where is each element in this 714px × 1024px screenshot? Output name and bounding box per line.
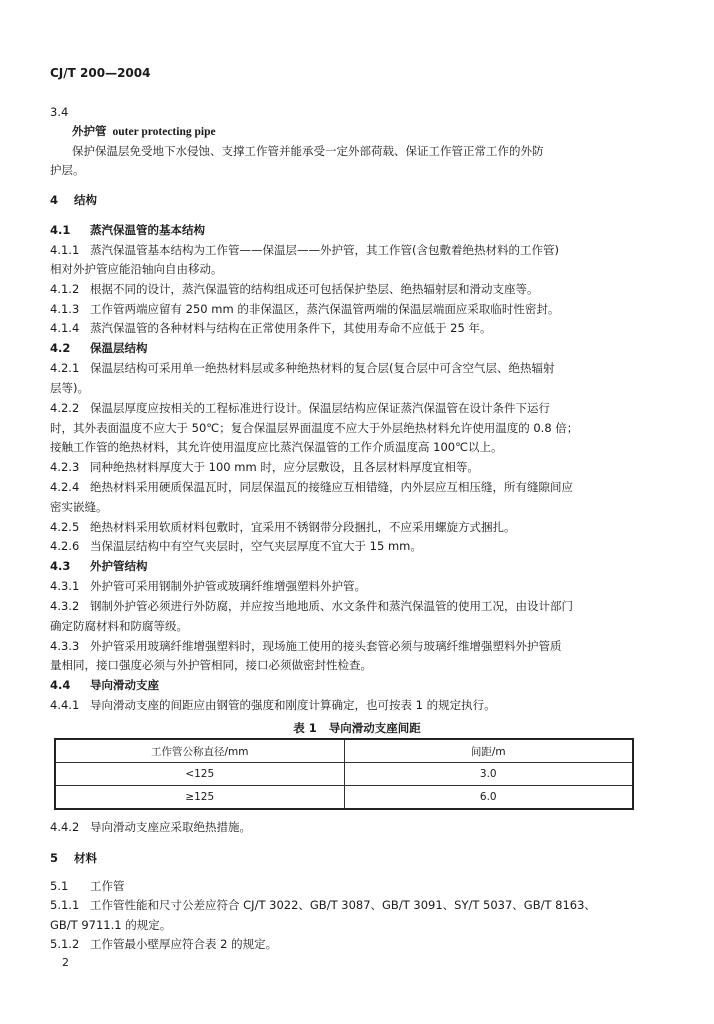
term-outer-protecting-pipe: 外护管 outer protecting pipe <box>72 124 216 138</box>
clause-4-1-1: 4.1.1 蒸汽保温管基本结构为工作管——保温层——外护管，其工作管(含包敷着绝热材料的工作管) <box>50 243 559 257</box>
clause-4-3-2: 4.3.2 钢制外护管必须进行外防腐，并应按当地地质、水文条件和蒸汽保温管的使用工况，由设计部门 <box>50 599 573 613</box>
table-header-row <box>55 739 633 763</box>
table-caption <box>0 720 714 736</box>
table-caption-label: 表 1 <box>293 721 317 735</box>
clause-continuation: 量相同，接口强度必须与外护管相同，接口必须做密封性检查。 <box>50 658 372 672</box>
table-caption-title: 导向滑动支座间距 <box>328 721 421 735</box>
term-definition-line: 保护保温层免受地下水侵蚀、支撑工作管并能承受一定外部荷载、保证工作管正常工作的外防 <box>72 144 544 158</box>
table-header-spacing: 间距/m <box>344 739 633 763</box>
clause-5-1-1: 5.1.1 工作管性能和尺寸公差应符合 CJ/T 3022、GB/T 3087、GB/T 3091、SY/T 5037、GB/T 8163、 <box>50 898 596 912</box>
table-cell: 6.0 <box>344 786 633 810</box>
clause-4-2-6: 4.2.6 当保温层结构中有空气夹层时，空气夹层厚度不宜大于 15 mm。 <box>50 539 422 553</box>
section-heading-4: 4 结构 <box>50 193 97 207</box>
clause-4-2-4: 4.2.4 绝热材料采用硬质保温瓦时，同层保温瓦的接缝应互相错缝，内外层应互相压缝，所有缝隙间应 <box>50 480 573 494</box>
clause-4-4-2: 4.4.2 导向滑动支座应采取绝热措施。 <box>50 820 251 834</box>
clause-continuation: 相对外护管应能沿轴向自由移动。 <box>50 262 223 276</box>
term-definition-line: 护层。 <box>50 163 85 177</box>
subsection-heading-4-1: 4.1 蒸汽保温管的基本结构 <box>50 223 205 237</box>
clause-continuation: 层等)。 <box>50 381 89 395</box>
clause-4-2-5: 4.2.5 绝热材料采用软质材料包敷时，宜采用不锈钢带分段捆扎，不应采用螺旋方式捆扎。 <box>50 520 516 534</box>
clause-4-3-1: 4.3.1 外护管可采用钢制外护管或玻璃纤维增强塑料外护管。 <box>50 579 366 593</box>
table-cell: <125 <box>55 763 344 786</box>
clause-4-1-4: 4.1.4 蒸汽保温管的各种材料与结构在正常使用条件下，其使用寿命不应低于 25 年。 <box>50 321 492 335</box>
clause-4-1-2: 4.1.2 根据不同的设计，蒸汽保温管的结构组成还可包括保护垫层、绝热辐射层和滑动支座等。 <box>50 282 539 296</box>
clause-5-1-2: 5.1.2 工作管最小壁厚应符合表 2 的规定。 <box>50 937 278 951</box>
clause-4-3-3: 4.3.3 外护管采用玻璃纤维增强塑料时，现场施工使用的接头套管必须与玻璃纤维增强塑料外护管质 <box>50 639 562 653</box>
standard-code: CJ/T 200—2004 <box>50 66 151 80</box>
clause-continuation: 密实嵌缝。 <box>50 500 108 514</box>
clause-continuation: GB/T 9711.1 的规定。 <box>50 918 172 932</box>
clause-number-3-4: 3.4 <box>50 105 69 119</box>
clause-continuation: 接触工作管的绝热材料，其允许使用温度应比蒸汽保温管的工作介质温度高 100℃以上。 <box>50 440 503 454</box>
subsection-heading-4-4: 4.4 导向滑动支座 <box>50 678 159 692</box>
clause-4-1-3: 4.1.3 工作管两端应留有 250 mm 的非保温区，蒸汽保温管两端的保温层端面应采取临时性密封。 <box>50 302 560 316</box>
table-header-diameter: 工作管公称直径/mm <box>55 739 344 763</box>
guide-support-spacing-table <box>54 738 634 810</box>
subsection-heading-4-3: 4.3 外护管结构 <box>50 559 148 573</box>
subsection-heading-4-2: 4.2 保温层结构 <box>50 341 148 355</box>
table-cell: 3.0 <box>344 763 633 786</box>
clause-4-2-3: 4.2.3 同种绝热材料厚度大于 100 mm 时，应分层敷设，且各层材料厚度宜相等。 <box>50 460 479 474</box>
clause-4-2-2: 4.2.2 保温层厚度应按相关的工程标准进行设计。保温层结构应保证蒸汽保温管在设计条件下运行 <box>50 401 550 415</box>
clause-continuation: 确定防腐材料和防腐等级。 <box>50 619 188 633</box>
clause-4-4-1: 4.4.1 导向滑动支座的间距应由钢管的强度和刚度计算确定，也可按表 1 的规定执行。 <box>50 698 496 712</box>
table-row <box>55 763 633 786</box>
table-cell: ≥125 <box>55 786 344 810</box>
table-row <box>55 786 633 810</box>
clause-4-2-1: 4.2.1 保温层结构可采用单一绝热材料层或多种绝热材料的复合层(复合层中可含空气层、绝热辐射 <box>50 361 555 375</box>
clause-continuation: 时，其外表面温度不应大于 50℃；复合保温层界面温度不应大于外层绝热材料允许使用温度的 0.8 倍； <box>50 421 579 435</box>
section-heading-5: 5 材料 <box>50 851 97 865</box>
page-number: 2 <box>62 956 69 969</box>
subsection-heading-5-1: 5.1 工作管 <box>50 879 125 893</box>
